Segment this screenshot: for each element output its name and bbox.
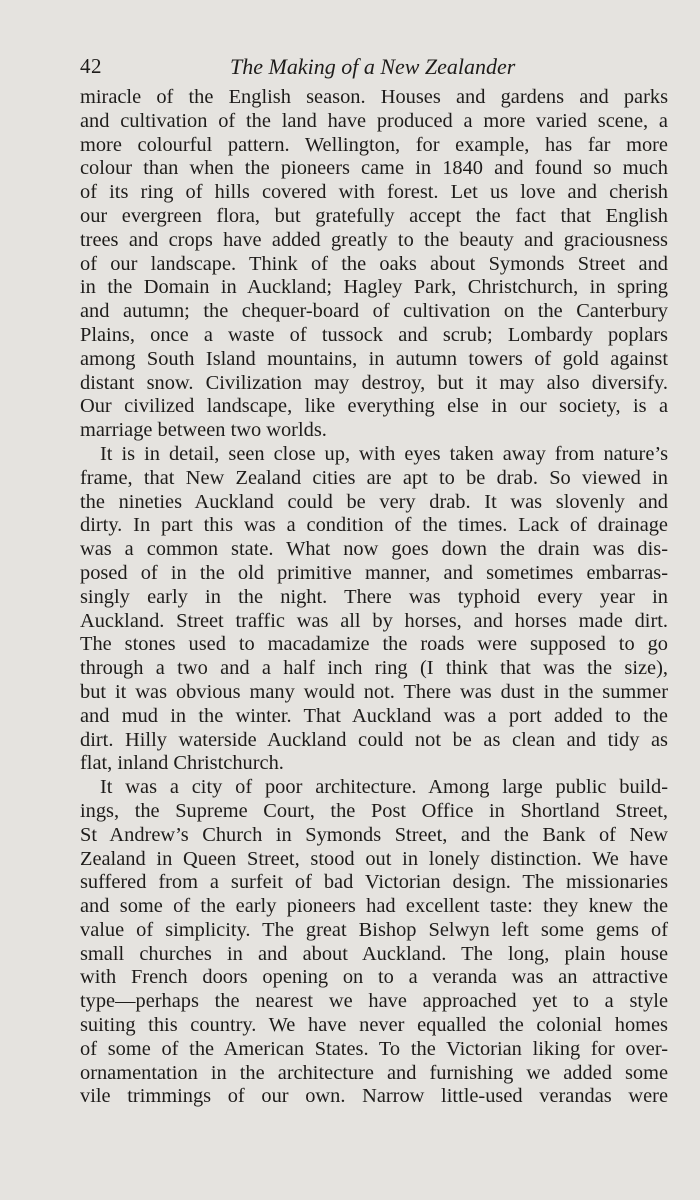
text-line: singly early in the night. There was typhoid every year in bbox=[80, 585, 668, 608]
text-line: and autumn; the chequer-board of cultivation on the Canterbury bbox=[80, 300, 668, 323]
text-line: with French doors opening on to a veranda was an attractive bbox=[80, 966, 668, 989]
text-line: value of simplicity. The great Bishop Selwyn left some gems of bbox=[80, 918, 668, 941]
text-line: small churches in and about Auckland. The long, plain house bbox=[80, 942, 668, 965]
text-line: Auckland. Street traffic was all by horses, and horses made dirt. bbox=[80, 609, 668, 632]
text-line: ornamentation in the architecture and furnishing we added some bbox=[80, 1061, 668, 1084]
body-text bbox=[80, 86, 668, 1109]
text-line: dirty. In part this was a condition of the times. Lack of drainage bbox=[80, 514, 668, 537]
text-line: Plains, once a waste of tussock and scrub; Lombardy poplars bbox=[80, 323, 668, 346]
text-line: our evergreen flora, but gratefully accept the fact that English bbox=[80, 204, 668, 227]
text-line: frame, that New Zealand cities are apt to be drab. So viewed in bbox=[80, 466, 668, 489]
text-line: and mud in the winter. That Auckland was a port added to the bbox=[80, 704, 668, 727]
text-line: suiting this country. We have never equalled the colonial homes bbox=[80, 1014, 668, 1037]
text-line: type—perhaps the nearest we have approached yet to a style bbox=[80, 990, 668, 1013]
text-line: in the Domain in Auckland; Hagley Park, Christchurch, in spring bbox=[80, 276, 668, 299]
text-line: colour than when the pioneers came in 1840 and found so much bbox=[80, 157, 668, 180]
text-line: trees and crops have added greatly to the beauty and graciousness bbox=[80, 228, 668, 251]
text-line: miracle of the English season. Houses and gardens and parks bbox=[80, 86, 668, 108]
text-line: It was a city of poor architecture. Among large public build- bbox=[100, 776, 668, 799]
text-line: vile trimmings of our own. Narrow little-used verandas were bbox=[80, 1085, 668, 1108]
text-line: of its ring of hills covered with forest. Let us love and cherish bbox=[80, 181, 668, 204]
text-line: flat, inland Christchurch. bbox=[80, 752, 284, 775]
text-line: ings, the Supreme Court, the Post Office in Shortland Street, bbox=[80, 799, 668, 822]
text-line: posed of in the old primitive manner, and sometimes embarras- bbox=[80, 561, 668, 584]
text-line: and some of the early pioneers had excellent taste: they knew the bbox=[80, 895, 668, 918]
text-line: but it was obvious many would not. There was dust in the summer bbox=[80, 680, 668, 703]
text-line: Our civilized landscape, like everything else in our society, is a bbox=[80, 395, 668, 418]
page-header bbox=[80, 54, 620, 84]
text-line: among South Island mountains, in autumn towers of gold against bbox=[80, 347, 668, 370]
text-line: marriage between two worlds. bbox=[80, 419, 327, 442]
text-line: distant snow. Civilization may destroy, but it may also diversify. bbox=[80, 371, 668, 394]
page-number: 42 bbox=[80, 54, 102, 78]
text-line: of our landscape. Think of the oaks about Symonds Street and bbox=[80, 252, 668, 275]
text-line: of some of the American States. To the Victorian liking for over- bbox=[80, 1037, 668, 1060]
text-line: It is in detail, seen close up, with eyes taken away from nature’s bbox=[100, 442, 668, 465]
text-line: The stones used to macadamize the roads were supposed to go bbox=[80, 633, 668, 656]
running-title: The Making of a New Zealander bbox=[230, 54, 516, 79]
text-line: was a common state. What now goes down the drain was dis- bbox=[80, 538, 668, 561]
text-line: St Andrew’s Church in Symonds Street, and the Bank of New bbox=[80, 823, 668, 846]
text-line: more colourful pattern. Wellington, for example, has far more bbox=[80, 133, 668, 156]
text-line: the nineties Auckland could be very drab. It was slovenly and bbox=[80, 490, 668, 513]
text-line: through a two and a half inch ring (I think that was the size), bbox=[80, 657, 668, 680]
text-line: suffered from a surfeit of bad Victorian design. The missionaries bbox=[80, 871, 668, 894]
text-line: and cultivation of the land have produced a more varied scene, a bbox=[80, 109, 668, 132]
text-line: Zealand in Queen Street, stood out in lonely distinction. We have bbox=[80, 847, 668, 870]
text-line: dirt. Hilly waterside Auckland could not be as clean and tidy as bbox=[80, 728, 668, 751]
